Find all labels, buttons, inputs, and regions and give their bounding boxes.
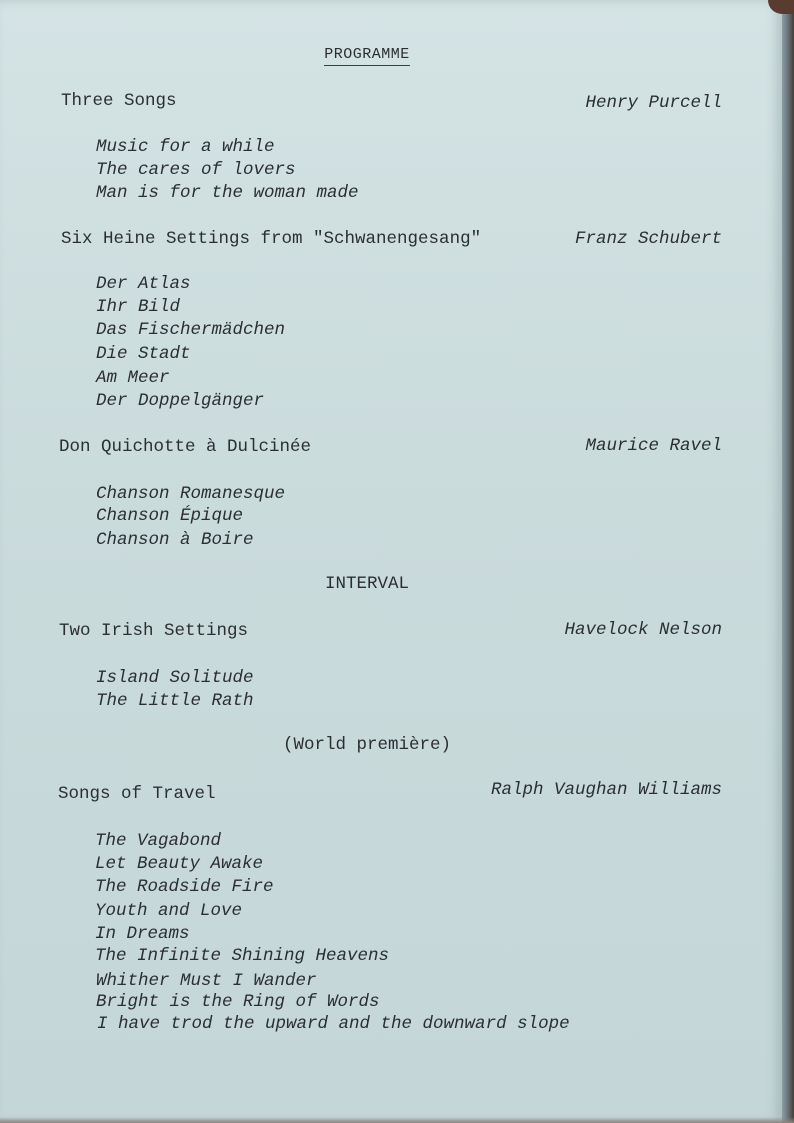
section-composer: Maurice Ravel (585, 436, 722, 456)
piece-title: Whither Must I Wander (96, 971, 317, 991)
section-title: Six Heine Settings from "Schwanengesang" (61, 229, 482, 249)
piece-title: Man is for the woman made (96, 183, 359, 203)
piece-title: Der Doppelgänger (96, 391, 265, 411)
section-title: Three Songs (61, 91, 177, 111)
piece-title: The Roadside Fire (95, 877, 274, 897)
piece-title: The cares of lovers (96, 160, 296, 180)
page-edge (782, 0, 794, 1123)
piece-title: Chanson Épique (96, 506, 244, 526)
piece-title: The Little Rath (96, 691, 254, 711)
piece-title: Music for a while (96, 137, 275, 157)
section-title: Songs of Travel (58, 784, 216, 804)
page-bottom-edge (0, 1117, 794, 1123)
interval-label: INTERVAL (324, 574, 409, 594)
programme-heading: PROGRAMME (324, 46, 410, 66)
section-composer: Henry Purcell (585, 93, 722, 113)
section-title: Don Quichotte à Dulcinée (59, 437, 312, 457)
piece-title: Youth and Love (95, 901, 243, 921)
piece-title: Ihr Bild (96, 297, 181, 317)
piece-title: In Dreams (95, 924, 190, 944)
piece-title: Am Meer (96, 368, 170, 388)
piece-title: Chanson Romanesque (96, 484, 286, 504)
piece-title: Island Solitude (96, 668, 254, 688)
section-composer: Havelock Nelson (564, 620, 722, 640)
piece-title: Das Fischermädchen (96, 320, 286, 340)
section-composer: Ralph Vaughan Williams (490, 780, 722, 800)
piece-title: Bright is the Ring of Words (96, 992, 380, 1012)
premiere-note: (World première) (282, 735, 452, 755)
piece-title: Die Stadt (96, 344, 191, 364)
piece-title: I have trod the upward and the downward slope (97, 1014, 570, 1034)
piece-title: The Vagabond (95, 831, 222, 851)
piece-title: The Infinite Shining Heavens (95, 946, 390, 966)
piece-title: Der Atlas (96, 274, 191, 294)
section-composer: Franz Schubert (574, 229, 722, 249)
section-title: Two Irish Settings (59, 621, 249, 641)
programme-heading-wrap (0, 46, 734, 64)
piece-title: Let Beauty Awake (95, 854, 264, 874)
piece-title: Chanson à Boire (96, 530, 254, 550)
